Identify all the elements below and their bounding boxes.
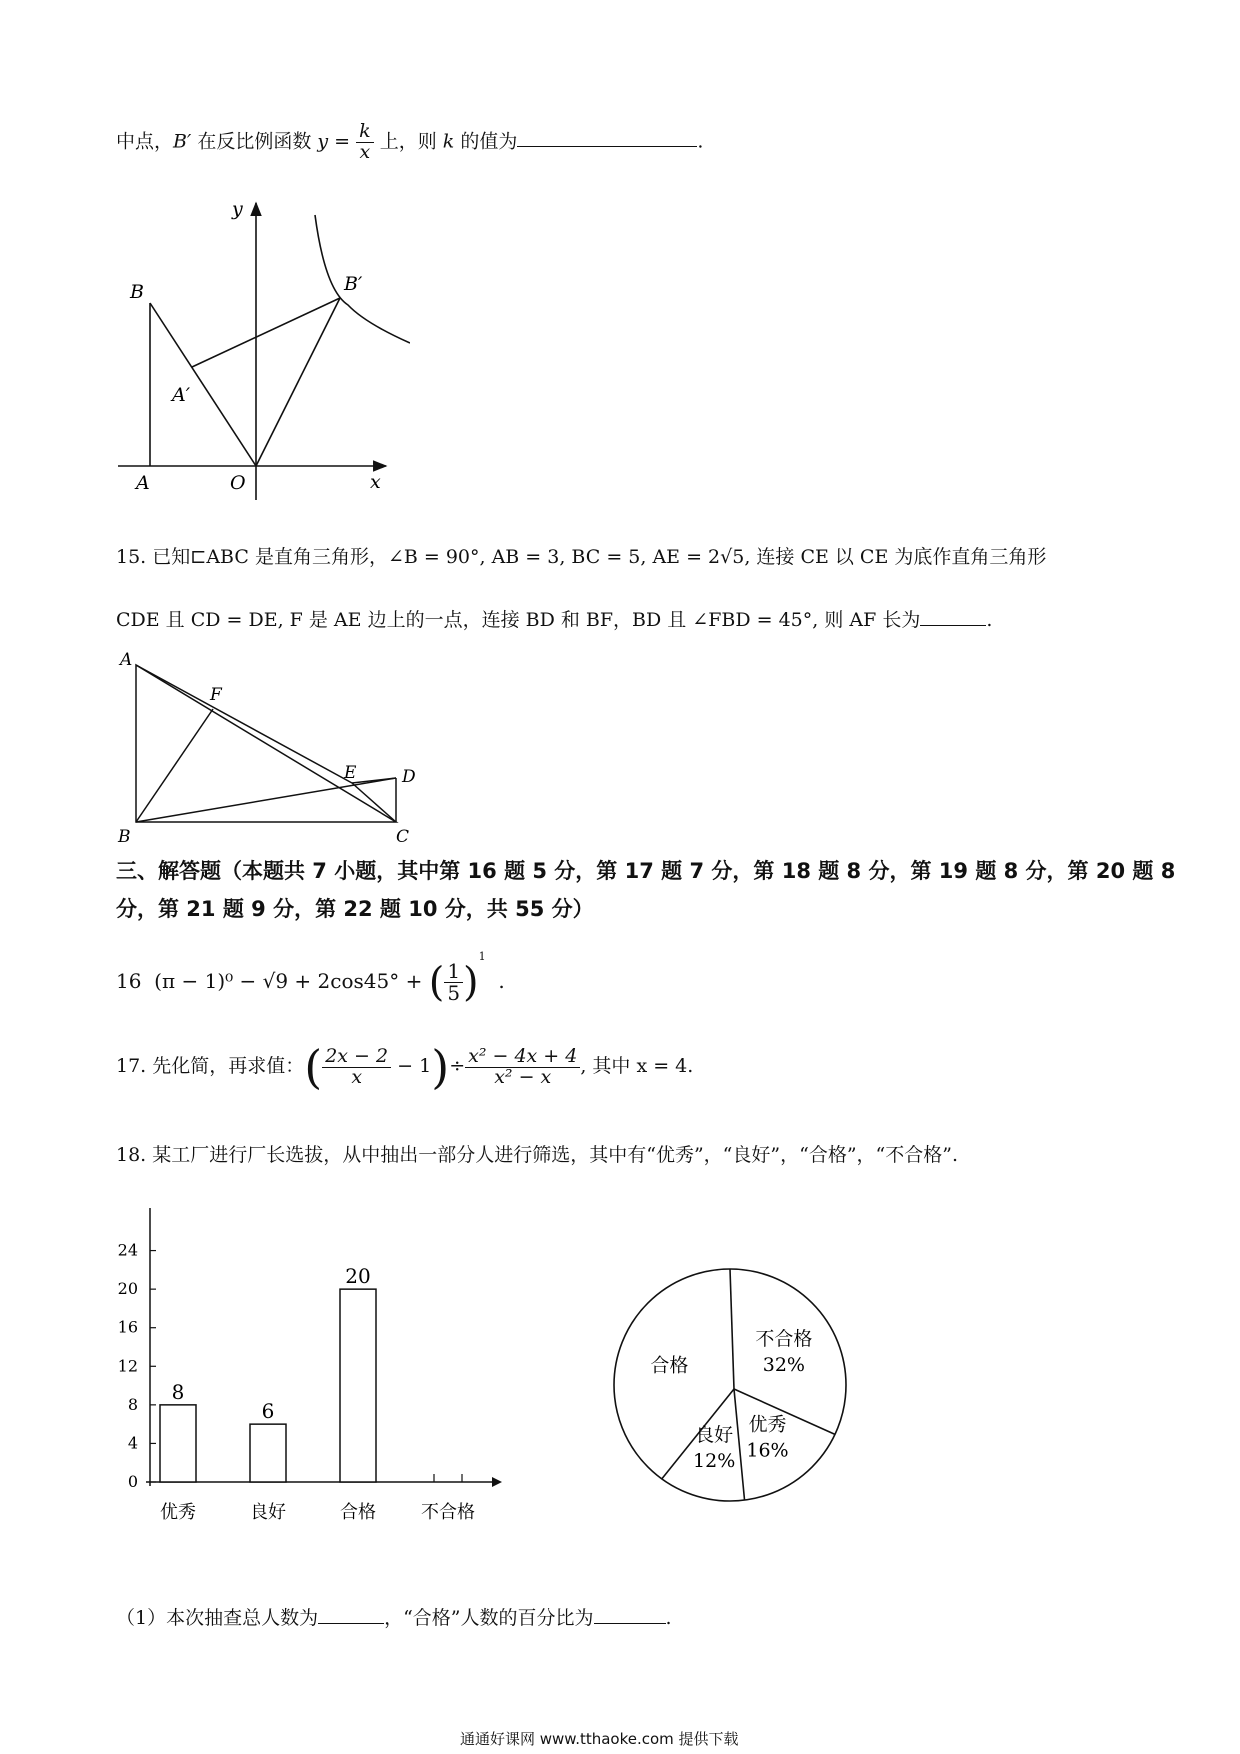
answer-blank <box>517 146 697 147</box>
x-axis-arrow <box>492 1477 502 1487</box>
label-y: y <box>232 198 243 220</box>
q17-suffix: , 其中 x = 4. <box>580 1055 694 1077</box>
q16-frac-num: 1 <box>444 961 463 983</box>
q16-frac-den: 5 <box>447 981 461 1005</box>
label-b-prime: B′ <box>344 273 363 295</box>
q14-end: . <box>697 130 704 153</box>
pie-slice-label: 优秀 <box>748 1413 787 1436</box>
pie-slice-percent: 12% <box>693 1449 736 1472</box>
figure-q14 <box>110 195 410 505</box>
q17-line <box>116 1040 693 1094</box>
q16-paren-right: ) <box>463 959 479 1006</box>
q16-end: . <box>498 969 505 993</box>
q17-frac2-num: x² − 4x + 4 <box>465 1047 580 1068</box>
pie-slice-label: 合格 <box>650 1354 689 1377</box>
y-tick-label: 4 <box>127 1433 138 1453</box>
bar <box>250 1424 286 1482</box>
hyperbola-curve <box>315 215 410 343</box>
q17-fraction-2 <box>465 1044 580 1088</box>
q18-text: 18. 某工厂进行厂长选拔，从中抽出一部分人进行筛选，其中有“优秀”，“良好”，“合格”，“不合格”. <box>116 1144 959 1166</box>
q17-paren-right: ) <box>431 1040 450 1094</box>
label-x: x <box>370 471 381 493</box>
label-d: D <box>402 767 416 787</box>
segment-a-prime-b-prime <box>192 298 340 367</box>
pie-slice-label: 不合格 <box>755 1327 813 1350</box>
q17-frac2-den: x² − x <box>494 1065 552 1088</box>
answer-blank <box>594 1623 666 1624</box>
q15-line-1: 15. 已知⊏ABC 是直角三角形，∠B = 90°, AB = 3, BC = 5, AE = 2√5, 连接 CE 以 CE 为底作直角三角形 <box>116 546 1047 568</box>
category-label: 合格 <box>340 1502 376 1523</box>
q14-tail-line <box>116 122 703 163</box>
y-tick-label: 20 <box>117 1279 138 1299</box>
y-tick-label: 0 <box>127 1472 138 1491</box>
label-e: E <box>344 763 357 783</box>
q17-paren-left: ( <box>304 1040 323 1094</box>
q14-var-b: B′ <box>173 130 192 153</box>
q16-exponent: 1 <box>478 950 486 963</box>
q18-sub1-b: ，“合格”人数的百分比为 <box>384 1607 594 1629</box>
y-tick-label: 8 <box>127 1394 138 1414</box>
y-tick-label: 24 <box>117 1240 138 1260</box>
footer-text: 通通好课网 www.tthaoke.com 提供下载 <box>460 1730 739 1748</box>
q15-end: . <box>986 609 993 631</box>
q16-paren-left: ( <box>428 959 445 1006</box>
bar-data-label: 8 <box>171 1379 185 1404</box>
pie-slice-percent: 16% <box>746 1439 789 1462</box>
q18-sub1-line <box>116 1603 672 1630</box>
segment-ob-prime <box>256 298 340 466</box>
category-label: 不合格 <box>421 1502 475 1523</box>
q17-minus-one: − 1 <box>397 1055 432 1077</box>
pie-slice-percent: 32% <box>762 1353 805 1376</box>
q17-prefix: 17. 先化简，再求值： <box>116 1055 305 1077</box>
y-tick-label: 16 <box>117 1317 138 1337</box>
segment-bd <box>136 778 396 822</box>
pie-chart <box>600 1255 860 1515</box>
category-label: 优秀 <box>160 1502 196 1523</box>
bar <box>160 1405 196 1482</box>
segment-ec <box>352 783 396 822</box>
category-label: 良好 <box>250 1502 286 1523</box>
segment-bf <box>136 709 213 822</box>
q16-fraction <box>444 961 463 1004</box>
label-a: A <box>120 650 133 670</box>
label-a-prime: A′ <box>172 384 191 406</box>
q18-sub1-a: （1）本次抽查总人数为 <box>116 1607 319 1629</box>
q16-line <box>116 950 505 1006</box>
q16-number: 16 <box>116 969 142 993</box>
q14-var-k: k <box>442 130 455 153</box>
q14-prefix: 中点， <box>116 130 174 153</box>
q17-div: ÷ <box>449 1055 466 1077</box>
bar <box>340 1289 376 1482</box>
q15-line-2-text: CDE 且 CD = DE, F 是 AE 边上的一点，连接 BD 和 BF，BD 且 ∠FBD = 45°, 则 AF 长为 <box>116 609 921 631</box>
label-o: O <box>230 472 246 494</box>
label-f: F <box>210 685 222 705</box>
label-b: B <box>130 281 144 303</box>
answer-blank <box>920 625 986 626</box>
section-heading: 三、解答题（本题共 7 小题，其中第 16 题 5 分，第 17 题 7 分，第 18 题 8 分，第 19 题 8 分，第 20 题 8 分，第 21 题 9 分，第 22 题 10 分，共 55 分） <box>116 859 1176 921</box>
segment-bo <box>150 303 256 466</box>
bar-data-label: 20 <box>345 1264 371 1289</box>
label-b: B <box>118 827 131 847</box>
label-a: A <box>136 472 150 494</box>
q14-mid3: 的值为 <box>460 130 518 153</box>
triangle-abc <box>136 665 396 822</box>
q14-frac-num: k <box>356 122 374 143</box>
q14-frac-den: x <box>359 140 371 163</box>
q14-mid1: 在反比例函数 <box>197 130 312 153</box>
q14-fraction <box>356 122 374 163</box>
bar-chart <box>100 1200 580 1560</box>
q17-fraction-1 <box>322 1044 391 1088</box>
q17-frac1-num: 2x − 2 <box>322 1047 391 1068</box>
q14-mid2: 上，则 <box>379 130 437 153</box>
q17-frac1-den: x <box>351 1065 363 1088</box>
pie-slice-label: 良好 <box>695 1423 734 1446</box>
q18-sub1-end: . <box>665 1607 672 1629</box>
q14-eq-lhs: y = <box>317 130 351 153</box>
q16-expression: (π − 1)⁰ − √9 + 2cos45° + <box>154 969 429 993</box>
figure-q15 <box>110 650 430 850</box>
y-tick-label: 12 <box>117 1356 138 1376</box>
q15-line-2 <box>116 605 992 632</box>
segment-ae <box>136 665 352 783</box>
label-c: C <box>396 827 410 847</box>
answer-blank <box>318 1623 384 1624</box>
bar-data-label: 6 <box>261 1399 275 1424</box>
